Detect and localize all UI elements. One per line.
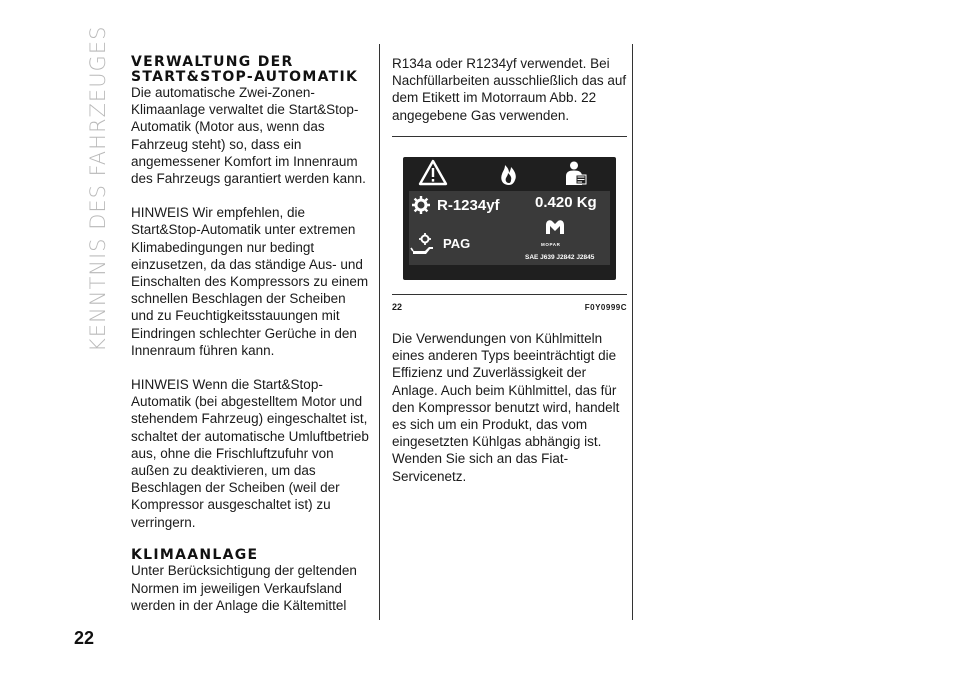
label-refrigerant-type: R-1234yf xyxy=(437,196,500,214)
paragraph-other-refrigerant: Die Verwendungen von Kühlmitteln eines anderen Typs beeinträchtigt die Effizienz und Zuverlässigkeit der Anlage. Auch beim Kühlmittel, das für den Kompressor benutzt wird, handelt es sich um ein Produkt, das vom eingesetzten Kühlgas abhängig ist. Wenden Sie sich an das Fiat-Servicenetz. xyxy=(392,331,620,484)
paragraph-refill: R134a oder R1234yf verwendet. Bei Nachfüllarbeiten ausschließlich das auf dem Etikett im Motorraum Abb. 22 angegebene Gas verwenden. xyxy=(392,56,627,123)
oil-can-gear-icon xyxy=(411,233,433,254)
figure-bottom-rule xyxy=(392,294,627,295)
section-side-tab-text: KENNTNIS DES FAHRZEUGES xyxy=(86,25,110,352)
note-extreme-climate: HINWEIS Wir empfehlen, die Start&Stop-Automatik unter extremen Klimabedingungen nur bedingt einzusetzen, da das ständige Aus- und Einschalten des Kompressors zu einem schnellen Beschlagen der Scheiben und zu Feuchtigkeitsstauungen mit Eindringen schlechter Gerüche in den Innenraum führen kann. xyxy=(131,205,369,358)
mopar-logo-icon xyxy=(546,220,564,234)
paragraph-start-stop: Die automatische Zwei-Zonen-Klimaanlage verwaltet die Start&Stop-Automatik (Motor aus, wenn das Fahrzeug steht) so, dass ein angemessener Komfort im Innenraum des Fahrzeugs garantiert werden kann. xyxy=(131,85,366,187)
page-number: 22 xyxy=(74,628,95,648)
column-divider-1 xyxy=(379,44,380,620)
label-oil-type: PAG xyxy=(443,235,471,251)
label-standard: SAE J639 J2842 J2845 xyxy=(525,253,595,261)
paragraph-refrigerant: Unter Berücksichtigung der geltenden Normen im jeweiligen Verkaufsland werden in der Anlage die Kältemittel xyxy=(131,563,357,613)
figure-caption xyxy=(392,299,627,316)
note-recirculation: HINWEIS Wenn die Start&Stop-Automatik (bei abgestelltem Motor und stehendem Fahrzeug) eingeschaltet ist, schaltet der automatische Umluftbetrieb aus, ohne die Frischluftzufuhr von außen zu deaktivieren, um das Beschlagen der Scheiben (weil der Kompressor ausgeschaltet ist) zu verringern. xyxy=(131,377,369,530)
figure-code: F0Y0999C xyxy=(584,302,627,312)
heading-air-conditioning: KLIMAANLAGE xyxy=(131,546,259,563)
refrigerant-label-figure xyxy=(403,157,616,280)
heading-start-stop: VERWALTUNG DER START&STOP-AUTOMATIK xyxy=(131,54,359,85)
figure-number: 22 xyxy=(392,301,403,312)
text-column-1 xyxy=(131,55,371,631)
section-side-tab xyxy=(80,25,116,360)
label-refrigerant-amount: 0.420 Kg xyxy=(535,193,597,211)
compressor-gear-icon xyxy=(412,196,430,214)
text-column-2 xyxy=(392,55,627,502)
label-brand: MOPAR xyxy=(541,241,561,247)
figure-top-rule xyxy=(392,136,627,137)
column-divider-2 xyxy=(632,44,633,620)
